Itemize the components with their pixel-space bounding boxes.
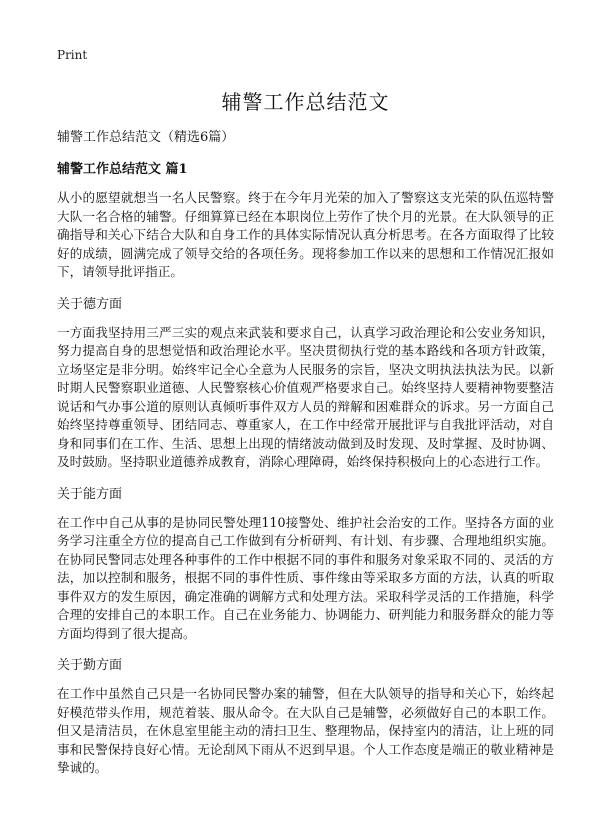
paragraph-ability: 在工作中自己从事的是协同民警处理110接警处、维护社会治安的工作。坚持各方面的业务学习注重全方位的提高自己工作做到有分析研判、有计划、有步骤、合理地组织实施。在协同民警同志处理各种事件的工作中根据不同的事件和服务对象采取不同的、灵活的方法，加以控制和服务，根据不同的事件性质、事件缘由等采取多方面的方法，认真的听取事件双方的发生原因，确定准确的调解方式和处理方法。采取科学灵活的工作措施，科学合理的安排自己的本职工作。自己在业务能力、协调能力、研判能力和服务群众的能力等方面均得到了很大提高。 bbox=[57, 514, 554, 641]
heading-ability: 关于能方面 bbox=[57, 486, 123, 502]
paragraph-diligence: 在工作中虽然自己只是一名协同民警办案的辅警，但在大队领导的指导和关心下，始终起好模范带头作用，规范着装、服从命令。在大队自己是辅警，必须做好自己的本职工作。但又是清洁员，在休息室里能主动的清扫卫生、整理物品，保持室内的清洁，让上班的同事和民警保持良好心情。无论刮风下雨从不迟到早退。个人工作态度是端正的敬业精神是挚诚的。 bbox=[57, 686, 554, 775]
document-subtitle: 辅警工作总结范文（精选6篇） bbox=[57, 130, 235, 145]
heading-morality: 关于德方面 bbox=[57, 296, 123, 312]
section-title: 辅警工作总结范文 篇1 bbox=[57, 162, 188, 177]
intro-paragraph: 从小的愿望就想当一名人民警察。终于在今年月光荣的加入了警察这支光荣的队伍巡特警大队一名合格的辅警。仔细算算已经在本职岗位上劳作了快个月的光景。在大队领导的正确指导和关心下结合大队和自身工作的具体实际情况认真分析思考。在各方面取得了比较好的成绩，圆满完成了领导交给的各项任务。现将参加工作以来的思想和工作情况汇报如下，请领导批评指正。 bbox=[57, 190, 554, 279]
paragraph-morality: 一方面我坚持用三严三实的观点来武装和要求自己，认真学习政治理论和公安业务知识，努力提高自身的思想觉悟和政治理论水平。坚决贯彻执行党的基本路线和各项方针政策，立场坚定是非分明。始终牢记全心全意为人民服务的宗旨，坚决文明执法执法为民。以新时期人民警察职业道德、人民警察核心价值观严格要求自己。始终坚持人要精神物要整洁说话和气办事公道的原则认真倾听事件双方人员的辩解和困难群众的诉求。另一方面自己始终坚持尊重领导、团结同志、尊重家人，在工作中经常开展批评与自我批评活动，对自身和同事们在工作、生活、思想上出现的情绪波动做到及时发现、及时掌握、及时协调、及时鼓励。坚持职业道德养成教育，消除心理障碍，始终保持积极向上的心态进行工作。 bbox=[57, 324, 554, 469]
document-title: 辅警工作总结范文 bbox=[221, 90, 390, 114]
print-link[interactable]: Print bbox=[57, 48, 88, 62]
heading-diligence: 关于勤方面 bbox=[57, 658, 123, 673]
